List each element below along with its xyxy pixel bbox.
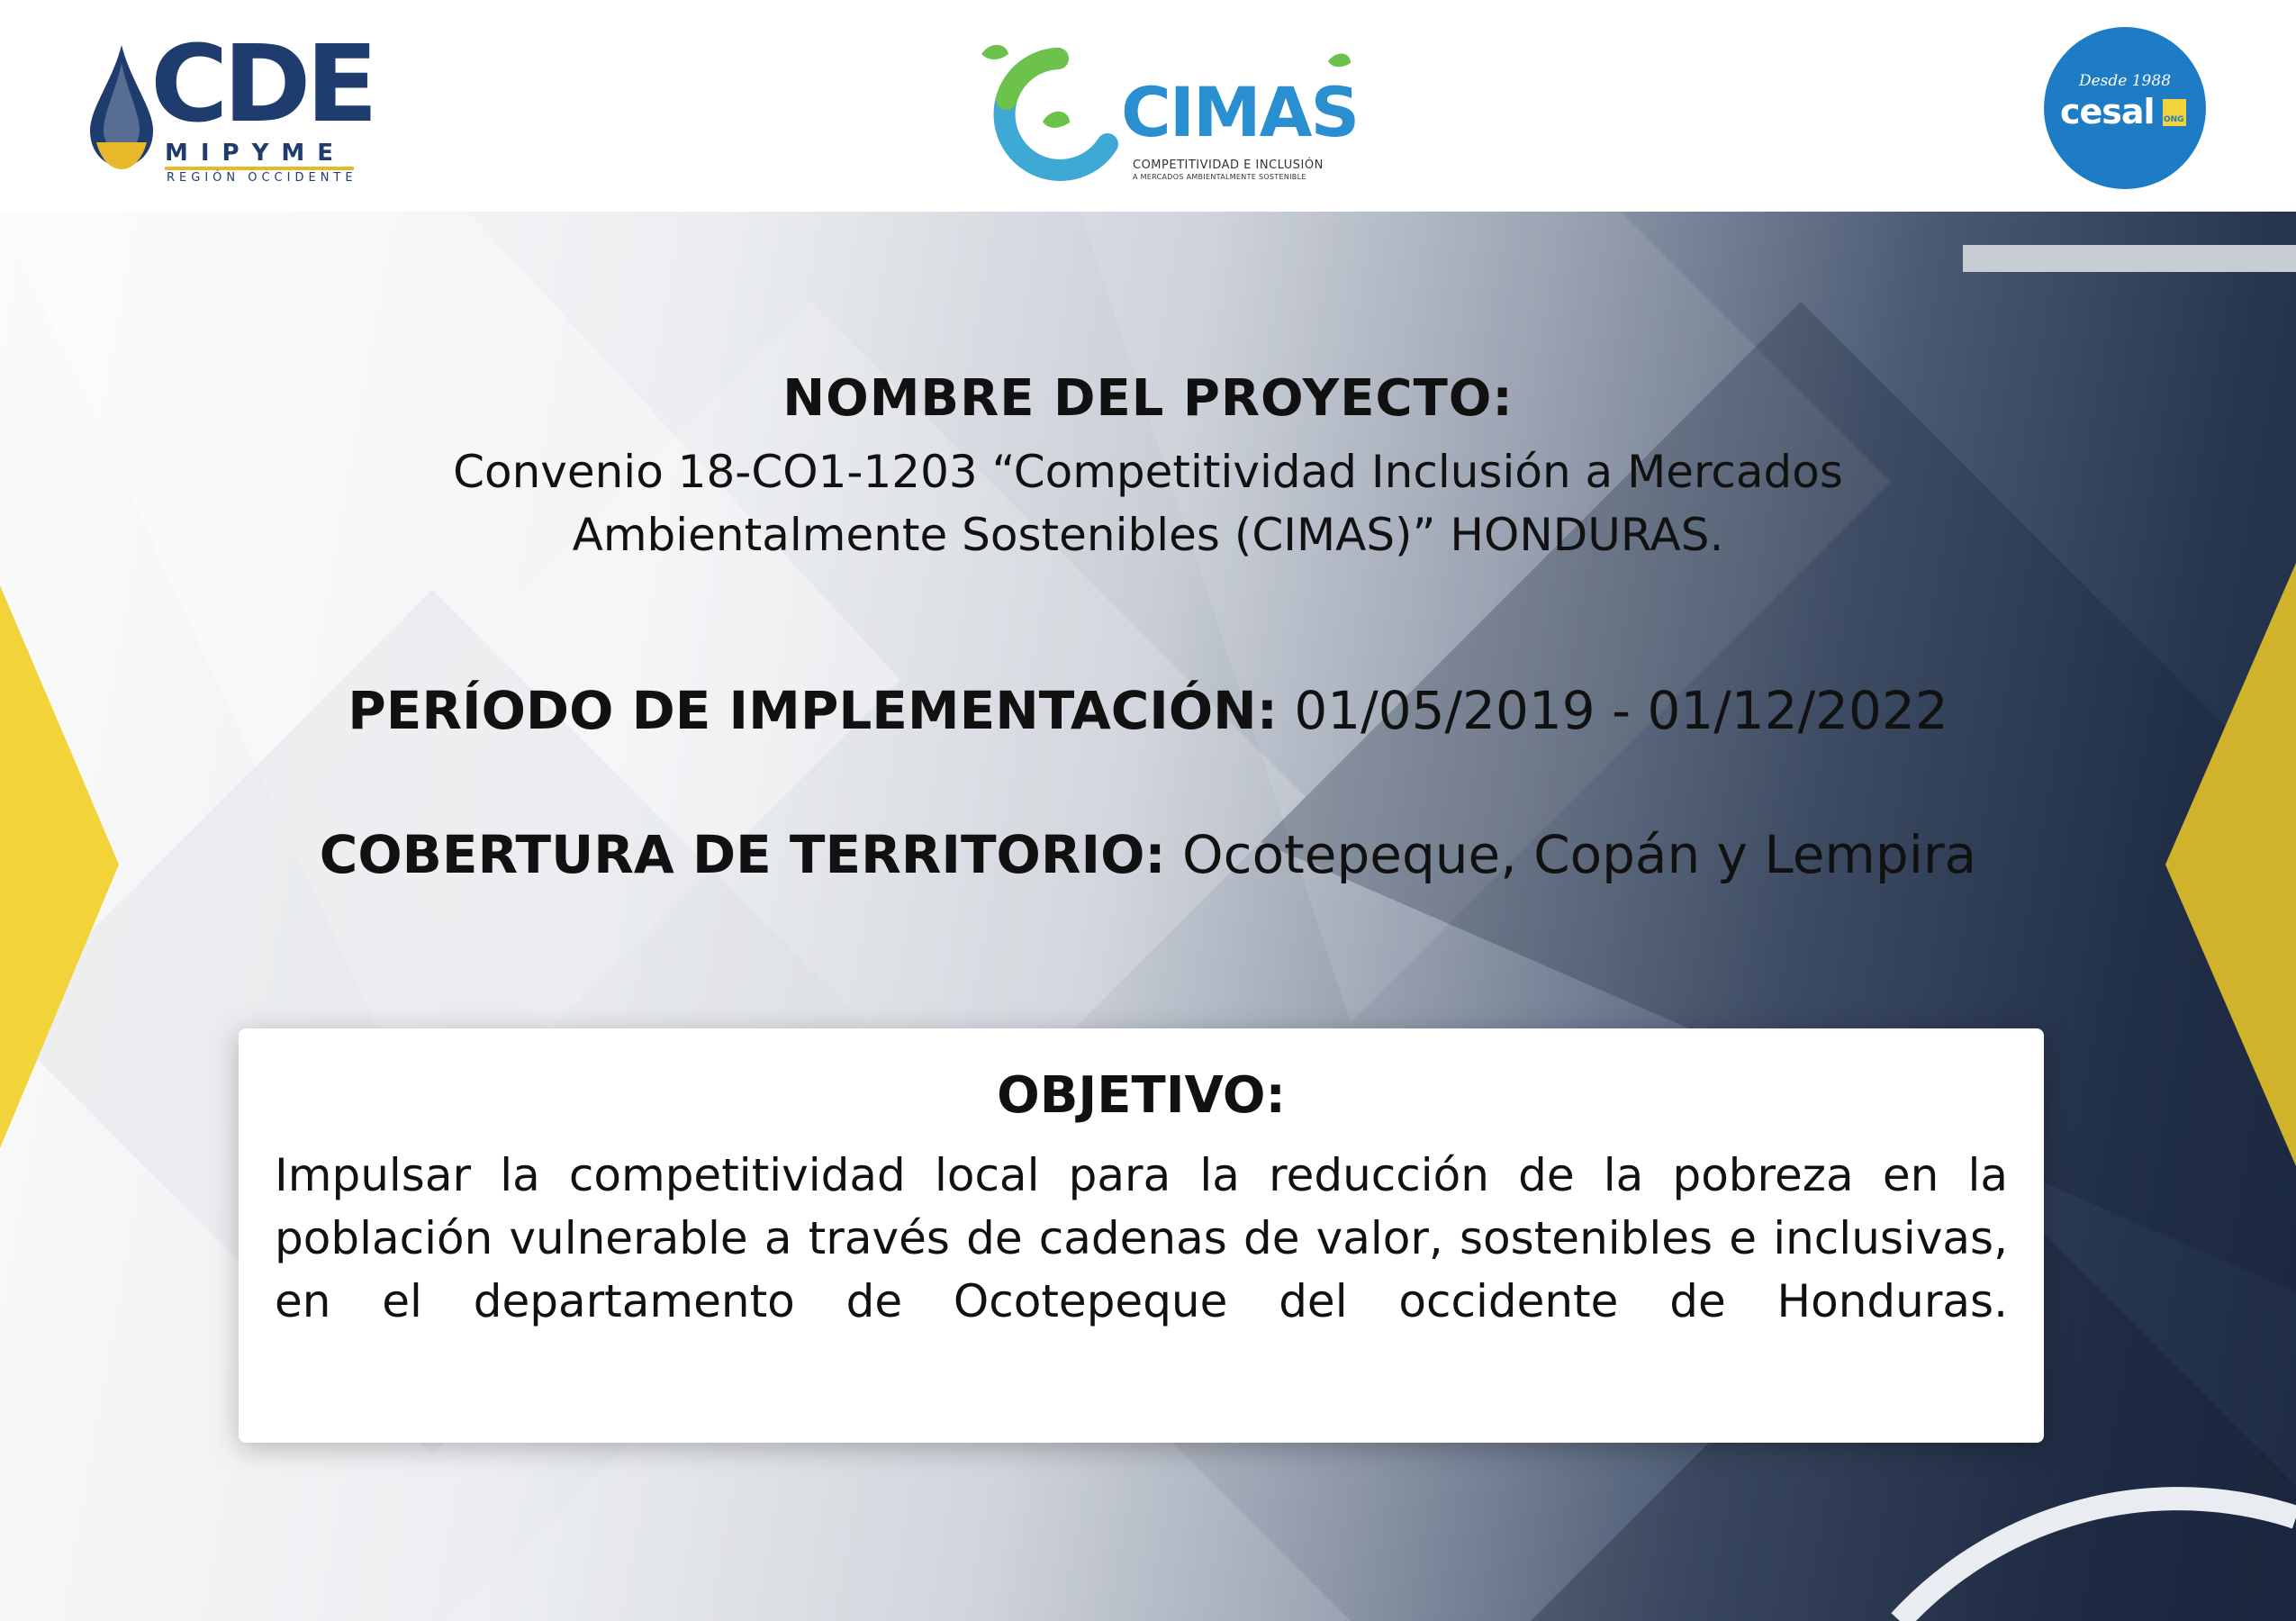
cimas-tagline-1: COMPETITIVIDAD E INCLUSIÓN bbox=[1133, 158, 1324, 172]
project-name-line-1: Convenio 18-CO1-1203 “Competitividad Inclusión a Mercados bbox=[453, 446, 1843, 498]
coverage-value: Ocotepeque, Copán y Lempira bbox=[1165, 824, 1977, 885]
cimas-tagline-2: A MERCADOS AMBIENTALMENTE SOSTENIBLE bbox=[1133, 173, 1306, 181]
project-name-line-2: Ambientalmente Sostenibles (CIMAS)” HONDURAS. bbox=[572, 509, 1724, 561]
top-right-stripe bbox=[1963, 245, 2296, 272]
cde-main-text: CDE bbox=[150, 22, 374, 146]
cesal-name-text: cesal bbox=[2060, 92, 2155, 131]
cimas-logo bbox=[972, 36, 1360, 194]
cesal-ong-text: ONG bbox=[2164, 115, 2184, 124]
cde-mipyme-text: MIPYME bbox=[165, 140, 347, 167]
cde-divider bbox=[165, 167, 354, 170]
cde-mipyme-logo bbox=[86, 22, 374, 194]
cesal-desde-text: Desde 1988 bbox=[2078, 72, 2172, 90]
cde-region-text: REGIÓN OCCIDENTE bbox=[167, 171, 357, 185]
period-line bbox=[0, 680, 2296, 741]
cesal-logo bbox=[2044, 27, 2206, 189]
coverage-line bbox=[0, 824, 2296, 885]
objective-text: Impulsar la competitividad local para la reducción de la pobreza en la población vulnerable a través de cadenas de valor, sostenibles e inclusivas, en el departamento de Ocotepeque del occidente de Honduras. bbox=[275, 1149, 2008, 1327]
period-label: PERÍODO DE IMPLEMENTACIÓN: bbox=[348, 680, 1278, 741]
project-heading: NOMBRE DEL PROYECTO: bbox=[782, 369, 1514, 428]
period-value: 01/05/2019 - 01/12/2022 bbox=[1277, 680, 1948, 741]
coverage-label: COBERTURA DE TERRITORIO: bbox=[319, 824, 1166, 885]
cimas-main-text: CIMAS bbox=[1121, 72, 1359, 152]
cesal-ong-badge bbox=[2163, 99, 2186, 126]
objective-card bbox=[239, 1028, 2044, 1443]
objective-heading: OBJETIVO: bbox=[997, 1066, 1286, 1125]
